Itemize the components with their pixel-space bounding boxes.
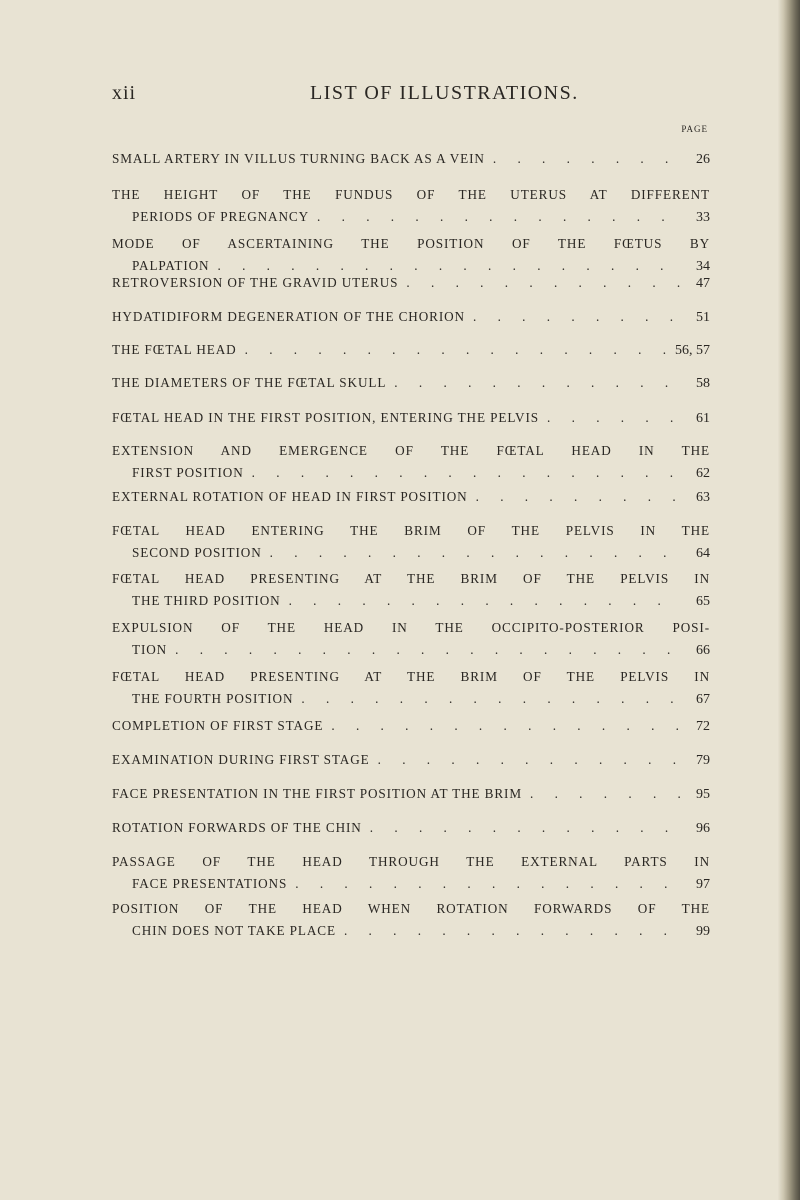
- dot-leader: [289, 590, 682, 612]
- dot-leader: [331, 715, 682, 737]
- dot-leader: [270, 542, 682, 564]
- illustration-entry: [112, 306, 710, 328]
- entry-line: [112, 233, 710, 255]
- dot-leader: [252, 462, 682, 484]
- entry-page-number: 63: [696, 490, 710, 505]
- entry-title: EXTERNAL ROTATION OF HEAD IN FIRST POSITION: [112, 489, 468, 504]
- entry-title: POSITION OF THE HEAD WHEN ROTATION FORWARDS OF THE: [112, 901, 710, 916]
- dot-leader: [378, 749, 682, 771]
- entry-page-number: 51: [696, 310, 710, 325]
- entry-page-number: 96: [696, 821, 710, 836]
- entry-title: THE THIRD POSITION: [132, 593, 281, 608]
- entry-line: [112, 306, 710, 328]
- entry-title: FŒTAL HEAD PRESENTING AT THE BRIM OF THE PELVIS IN: [112, 571, 710, 586]
- dot-leader: [301, 688, 682, 710]
- dot-leader: [473, 306, 682, 328]
- entry-page-number: 97: [696, 877, 710, 892]
- illustration-entry: [112, 617, 710, 661]
- entry-page-number: 61: [696, 411, 710, 426]
- entry-page-number: 65: [696, 594, 710, 609]
- entry-title: THE DIAMETERS OF THE FŒTAL SKULL: [112, 375, 387, 390]
- entry-page-number: 58: [696, 376, 710, 391]
- entry-title: EXAMINATION DURING FIRST STAGE: [112, 752, 370, 767]
- entry-line: [112, 272, 710, 294]
- entry-page-number: 99: [696, 924, 710, 939]
- entry-line: [112, 440, 710, 462]
- entry-title: EXPULSION OF THE HEAD IN THE OCCIPITO-POSTERIOR POSI-: [112, 620, 710, 635]
- illustration-entry: [112, 233, 710, 277]
- entry-line: [112, 568, 710, 590]
- dot-leader: [493, 148, 682, 170]
- page-edge-shadow: [778, 0, 800, 1200]
- illustration-entry: [112, 568, 710, 612]
- entry-title: FŒTAL HEAD ENTERING THE BRIM OF THE PELVIS IN THE: [112, 523, 710, 538]
- entry-title: COMPLETION OF FIRST STAGE: [112, 718, 324, 733]
- entry-continuation-line: [112, 590, 710, 612]
- entry-line: [112, 148, 710, 170]
- illustration-entry: [112, 440, 710, 484]
- entry-line: [112, 407, 710, 429]
- illustration-entry: [112, 184, 710, 228]
- entry-page-number: 66: [696, 643, 710, 658]
- entry-title: THE FOURTH POSITION: [132, 691, 294, 706]
- entry-line: [112, 749, 710, 771]
- dot-leader: [317, 206, 682, 228]
- entry-continuation-line: [112, 688, 710, 710]
- entry-title: ROTATION FORWARDS OF THE CHIN: [112, 820, 362, 835]
- dot-leader: [476, 486, 682, 508]
- illustration-entry: [112, 666, 710, 710]
- entry-page-number: 64: [696, 546, 710, 561]
- page-number: xii: [112, 82, 137, 104]
- entry-title: CHIN DOES NOT TAKE PLACE: [132, 923, 336, 938]
- entry-continuation-line: [112, 206, 710, 228]
- illustration-entry: [112, 486, 710, 508]
- entry-page-number: 62: [696, 466, 710, 481]
- illustration-entry: [112, 817, 710, 839]
- illustration-entry: [112, 407, 710, 429]
- entry-title: SECOND POSITION: [132, 545, 262, 560]
- entry-title: THE FŒTAL HEAD: [112, 342, 237, 357]
- entry-title: FACE PRESENTATION IN THE FIRST POSITION AT THE BRIM: [112, 786, 522, 801]
- entry-title: THE HEIGHT OF THE FUNDUS OF THE UTERUS AT DIFFERENT: [112, 187, 710, 202]
- entry-line: [112, 372, 710, 394]
- entry-page-number: 72: [696, 719, 710, 734]
- entry-title: MODE OF ASCERTAINING THE POSITION OF THE FŒTUS BY: [112, 236, 710, 251]
- dot-leader: [245, 339, 669, 361]
- entry-title: FŒTAL HEAD IN THE FIRST POSITION, ENTERING THE PELVIS: [112, 410, 540, 425]
- entry-line: [112, 666, 710, 688]
- entry-continuation-line: [112, 873, 710, 895]
- entry-line: [112, 783, 710, 805]
- illustration-entry: [112, 749, 710, 771]
- entry-title: EXTENSION AND EMERGENCE OF THE FŒTAL HEAD IN THE: [112, 443, 710, 458]
- dot-leader: [175, 639, 682, 661]
- entry-continuation-line: [112, 920, 710, 942]
- dot-leader: [394, 372, 682, 394]
- illustration-entry: [112, 372, 710, 394]
- illustration-entry: [112, 272, 710, 294]
- illustration-entry: [112, 851, 710, 895]
- dot-leader: [344, 920, 682, 942]
- illustration-entry: [112, 783, 710, 805]
- entry-title: FIRST POSITION: [132, 465, 244, 480]
- dot-leader: [370, 817, 682, 839]
- entry-line: [112, 486, 710, 508]
- entry-continuation-line: [112, 639, 710, 661]
- entry-title: SMALL ARTERY IN VILLUS TURNING BACK AS A VEIN: [112, 151, 485, 166]
- entry-title: PERIODS OF PREGNANCY: [132, 209, 310, 224]
- dot-leader: [295, 873, 682, 895]
- entry-page-number: 67: [696, 692, 710, 707]
- illustration-entry: [112, 898, 710, 942]
- entry-line: [112, 520, 710, 542]
- entry-page-number: 26: [696, 152, 710, 167]
- running-title: LIST OF ILLUSTRATIONS.: [310, 82, 579, 104]
- entry-line: [112, 817, 710, 839]
- entry-page-number: 56, 57: [675, 343, 710, 358]
- entry-page-number: 79: [696, 753, 710, 768]
- dot-leader: [530, 783, 682, 805]
- entry-line: [112, 898, 710, 920]
- entry-title: PALPATION: [132, 258, 210, 273]
- entry-line: [112, 617, 710, 639]
- entry-title: FŒTAL HEAD PRESENTING AT THE BRIM OF THE PELVIS IN: [112, 669, 710, 684]
- entry-page-number: 47: [696, 276, 710, 291]
- entry-title: HYDATIDIFORM DEGENERATION OF THE CHORION: [112, 309, 465, 324]
- dot-leader: [406, 272, 682, 294]
- entry-title: PASSAGE OF THE HEAD THROUGH THE EXTERNAL PARTS IN: [112, 854, 710, 869]
- entry-title: TION: [132, 642, 168, 657]
- entry-title: FACE PRESENTATIONS: [132, 876, 288, 891]
- page-header: [0, 82, 778, 112]
- entry-page-number: 33: [696, 210, 710, 225]
- illustration-entry: [112, 339, 710, 361]
- entry-continuation-line: [112, 462, 710, 484]
- illustration-entry: [112, 715, 710, 737]
- entry-page-number: 34: [696, 259, 710, 274]
- entry-title: RETROVERSION OF THE GRAVID UTERUS: [112, 275, 399, 290]
- entry-page-number: 95: [696, 787, 710, 802]
- illustration-entry: [112, 148, 710, 170]
- illustration-entry: [112, 520, 710, 564]
- dot-leader: [547, 407, 682, 429]
- entry-line: [112, 715, 710, 737]
- entry-line: [112, 851, 710, 873]
- entry-line: [112, 339, 710, 361]
- entry-line: [112, 184, 710, 206]
- entry-continuation-line: [112, 542, 710, 564]
- page-column-label: PAGE: [681, 124, 708, 134]
